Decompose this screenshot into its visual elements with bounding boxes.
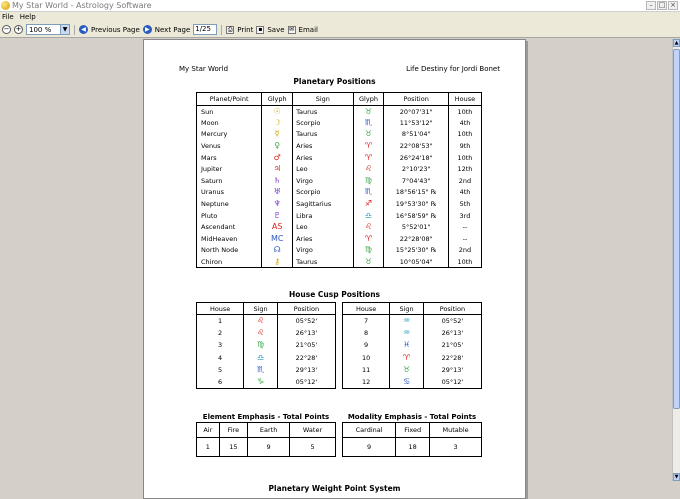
table-row bbox=[343, 376, 482, 388]
planet-sign: Aries bbox=[293, 140, 353, 152]
table-row bbox=[197, 327, 336, 339]
house-number: 3 bbox=[197, 339, 244, 351]
planet-house: 2nd bbox=[448, 245, 481, 257]
planet-sign: Aries bbox=[293, 233, 353, 245]
planet-position: 10°05'04" bbox=[384, 256, 449, 268]
planet-house: 10th bbox=[448, 106, 481, 118]
house-cusp-table-right bbox=[342, 302, 482, 389]
header-left: My Star World bbox=[179, 65, 229, 73]
table-row bbox=[197, 140, 482, 152]
planet-name: Saturn bbox=[197, 175, 262, 187]
planet-sign: Taurus bbox=[293, 129, 353, 141]
table-row bbox=[197, 187, 482, 199]
house-number: 5 bbox=[197, 364, 244, 376]
element-emphasis-table bbox=[196, 422, 336, 457]
modality-header-cell: Cardinal bbox=[343, 423, 396, 438]
element-header-cell: Air bbox=[197, 423, 220, 438]
menu-bar bbox=[0, 12, 680, 22]
planet-house: 12th bbox=[448, 163, 481, 175]
planet-house: 10th bbox=[448, 129, 481, 141]
sign-glyph-icon: ♎ bbox=[244, 351, 278, 363]
planet-house: 9th bbox=[448, 140, 481, 152]
toolbar bbox=[0, 22, 680, 38]
sign-glyph-icon: ♈ bbox=[353, 233, 384, 245]
report-page bbox=[143, 39, 526, 499]
table-row bbox=[197, 245, 482, 257]
house-header-cell: Position bbox=[423, 303, 481, 315]
table-row bbox=[197, 129, 482, 141]
planet-position: 16°58'59" ℞ bbox=[384, 210, 449, 222]
modality-emphasis-title: Modality Emphasis - Total Points bbox=[347, 413, 477, 421]
menu-help[interactable]: Help bbox=[19, 13, 36, 21]
zoom-value: 100 % bbox=[29, 25, 52, 34]
sign-glyph-icon: ♉ bbox=[390, 364, 424, 376]
planet-name: Mars bbox=[197, 152, 262, 164]
planet-house: 3rd bbox=[448, 210, 481, 222]
planet-header-cell: Sign bbox=[293, 93, 353, 106]
planet-name: Sun bbox=[197, 106, 262, 118]
modality-value-cell: 9 bbox=[343, 438, 396, 457]
house-position: 26°13' bbox=[423, 327, 481, 339]
modality-header-cell: Fixed bbox=[396, 423, 430, 438]
planet-name: Chiron bbox=[197, 256, 262, 268]
table-row bbox=[197, 198, 482, 210]
element-emphasis-title: Element Emphasis - Total Points bbox=[202, 413, 330, 421]
planet-name: Neptune bbox=[197, 198, 262, 210]
sign-glyph-icon: ♈ bbox=[353, 152, 384, 164]
planet-position: 20°07'31" bbox=[384, 106, 449, 118]
house-position: 21°05' bbox=[423, 339, 481, 351]
house-position: 05°52' bbox=[423, 315, 481, 327]
table-row bbox=[343, 327, 482, 339]
table-row bbox=[197, 351, 336, 363]
planet-glyph-icon: ♂ bbox=[262, 152, 293, 164]
app-logo-icon bbox=[1, 1, 10, 10]
planet-glyph-icon: MC bbox=[262, 233, 293, 245]
planet-name: Pluto bbox=[197, 210, 262, 222]
next-page-icon[interactable]: ▶ bbox=[143, 25, 152, 34]
sign-glyph-icon: ♓ bbox=[390, 339, 424, 351]
table-row bbox=[197, 233, 482, 245]
element-value-cell: 15 bbox=[219, 438, 248, 457]
table-row bbox=[343, 315, 482, 327]
vertical-scrollbar[interactable] bbox=[672, 39, 680, 481]
sign-glyph-icon: ♉ bbox=[353, 256, 384, 268]
element-header-cell: Fire bbox=[219, 423, 248, 438]
planet-sign: Scorpio bbox=[293, 187, 353, 199]
planet-glyph-icon: AS bbox=[262, 221, 293, 233]
sign-glyph-icon: ♍ bbox=[353, 245, 384, 257]
sign-glyph-icon: ♏ bbox=[353, 187, 384, 199]
planet-house: -- bbox=[448, 233, 481, 245]
planet-name: Mercury bbox=[197, 129, 262, 141]
email-icon[interactable]: ✉ bbox=[289, 25, 295, 33]
planet-glyph-icon: ☽ bbox=[262, 117, 293, 129]
house-position: 05°12' bbox=[277, 376, 335, 388]
sign-glyph-icon: ♏ bbox=[353, 117, 384, 129]
house-number: 12 bbox=[343, 376, 390, 388]
planet-house: 2nd bbox=[448, 175, 481, 187]
table-row bbox=[343, 364, 482, 376]
house-position: 29°13' bbox=[277, 364, 335, 376]
previous-page-button[interactable]: Previous Page bbox=[91, 25, 140, 34]
modality-value-cell: 3 bbox=[430, 438, 482, 457]
planet-house: 4th bbox=[448, 117, 481, 129]
zoom-out-icon[interactable]: − bbox=[3, 25, 10, 33]
planet-header-cell: Glyph bbox=[353, 93, 384, 106]
sign-glyph-icon: ♌ bbox=[353, 163, 384, 175]
planet-position: 15°25'30" ℞ bbox=[384, 245, 449, 257]
planet-name: Ascendant bbox=[197, 221, 262, 233]
planet-sign: Leo bbox=[293, 163, 353, 175]
page-number-input[interactable]: 1/25 bbox=[193, 24, 217, 35]
element-header-cell: Water bbox=[290, 423, 336, 438]
planet-house: 5th bbox=[448, 198, 481, 210]
planet-header-cell: Position bbox=[384, 93, 449, 106]
planet-glyph-icon: ♀ bbox=[262, 140, 293, 152]
title-bar bbox=[0, 0, 680, 12]
house-cusp-table-left bbox=[196, 302, 336, 389]
planet-sign: Leo bbox=[293, 221, 353, 233]
planet-position: 5°52'01" bbox=[384, 221, 449, 233]
house-position: 26°13' bbox=[277, 327, 335, 339]
planet-glyph-icon: ♇ bbox=[262, 210, 293, 222]
house-position: 05°12' bbox=[423, 376, 481, 388]
sign-glyph-icon: ♒ bbox=[390, 315, 424, 327]
sign-glyph-icon: ♈ bbox=[390, 351, 424, 363]
element-header-cell: Earth bbox=[248, 423, 290, 438]
email-button[interactable]: Email bbox=[298, 25, 318, 34]
table-row bbox=[197, 376, 336, 388]
house-header-cell: Sign bbox=[244, 303, 278, 315]
planet-glyph-icon: ⚷ bbox=[262, 256, 293, 268]
house-number: 9 bbox=[343, 339, 390, 351]
modality-value-cell: 18 bbox=[396, 438, 430, 457]
planet-name: MidHeaven bbox=[197, 233, 262, 245]
planet-position: 8°51'04" bbox=[384, 129, 449, 141]
sign-glyph-icon: ♍ bbox=[244, 339, 278, 351]
house-number: 8 bbox=[343, 327, 390, 339]
modality-emphasis-table bbox=[342, 422, 482, 457]
table-row bbox=[197, 106, 482, 118]
scrollbar-thumb[interactable] bbox=[673, 49, 680, 409]
house-number: 7 bbox=[343, 315, 390, 327]
sign-glyph-icon: ♌ bbox=[353, 221, 384, 233]
zoom-in-icon[interactable]: + bbox=[15, 25, 22, 33]
maximize-icon[interactable]: □ bbox=[658, 1, 666, 9]
house-number: 4 bbox=[197, 351, 244, 363]
element-value-cell: 1 bbox=[197, 438, 220, 457]
house-position: 29°13' bbox=[423, 364, 481, 376]
toolbar-separator bbox=[74, 25, 75, 35]
house-position: 22°28' bbox=[423, 351, 481, 363]
planet-sign: Scorpio bbox=[293, 117, 353, 129]
scroll-down-icon[interactable]: ▼ bbox=[674, 474, 679, 480]
planet-header-cell: Glyph bbox=[262, 93, 293, 106]
planet-name: Uranus bbox=[197, 187, 262, 199]
table-row bbox=[197, 152, 482, 164]
scroll-up-icon[interactable]: ▲ bbox=[674, 40, 679, 46]
table-row bbox=[197, 175, 482, 187]
planet-glyph-icon: ♆ bbox=[262, 198, 293, 210]
next-page-button[interactable]: Next Page bbox=[154, 25, 191, 34]
house-cusp-title: House Cusp Positions bbox=[288, 290, 380, 299]
planet-position: 22°28'08" bbox=[384, 233, 449, 245]
sign-glyph-icon: ♌ bbox=[244, 327, 278, 339]
sign-glyph-icon: ♋ bbox=[390, 376, 424, 388]
sign-glyph-icon: ♎ bbox=[353, 210, 384, 222]
planet-glyph-icon: ♄ bbox=[262, 175, 293, 187]
planet-position: 26°24'18" bbox=[384, 152, 449, 164]
planet-sign: Libra bbox=[293, 210, 353, 222]
close-icon[interactable]: × bbox=[668, 1, 678, 10]
house-number: 6 bbox=[197, 376, 244, 388]
header-right: Life Destiny for Jordi Bonet bbox=[406, 65, 500, 73]
planet-house: 10th bbox=[448, 152, 481, 164]
sign-glyph-icon: ♒ bbox=[390, 327, 424, 339]
planet-sign: Virgo bbox=[293, 245, 353, 257]
toolbar-separator bbox=[221, 25, 222, 35]
planet-header-cell: Planet/Point bbox=[197, 93, 262, 106]
planet-sign: Taurus bbox=[293, 106, 353, 118]
table-row bbox=[197, 364, 336, 376]
house-header-cell: Sign bbox=[390, 303, 424, 315]
table-row bbox=[197, 256, 482, 268]
house-number: 11 bbox=[343, 364, 390, 376]
planetary-positions-table bbox=[196, 92, 482, 268]
page-header bbox=[179, 65, 500, 73]
planet-position: 11°53'12" bbox=[384, 117, 449, 129]
minimize-icon[interactable]: – bbox=[646, 1, 656, 10]
document-viewport[interactable] bbox=[0, 39, 672, 493]
planetary-positions-title: Planetary Positions bbox=[293, 77, 376, 86]
planet-house: 4th bbox=[448, 187, 481, 199]
sign-glyph-icon: ♍ bbox=[353, 175, 384, 187]
house-header-cell: House bbox=[197, 303, 244, 315]
planet-name: North Node bbox=[197, 245, 262, 257]
element-value-cell: 5 bbox=[290, 438, 336, 457]
table-row bbox=[197, 210, 482, 222]
planet-house: 10th bbox=[448, 256, 481, 268]
table-row bbox=[197, 163, 482, 175]
planet-glyph-icon: ♃ bbox=[262, 163, 293, 175]
planet-glyph-icon: ☉ bbox=[262, 106, 293, 118]
house-number: 2 bbox=[197, 327, 244, 339]
house-number: 1 bbox=[197, 315, 244, 327]
planet-glyph-icon: ☊ bbox=[262, 245, 293, 257]
sign-glyph-icon: ♌ bbox=[244, 315, 278, 327]
table-row bbox=[197, 315, 336, 327]
sign-glyph-icon: ♏ bbox=[244, 364, 278, 376]
house-position: 05°52' bbox=[277, 315, 335, 327]
sign-glyph-icon: ♈ bbox=[353, 140, 384, 152]
house-position: 21°05' bbox=[277, 339, 335, 351]
table-row bbox=[343, 339, 482, 351]
zoom-select[interactable] bbox=[26, 24, 70, 35]
table-row bbox=[197, 221, 482, 233]
print-icon[interactable]: ⎙ bbox=[227, 25, 233, 33]
planet-header-cell: House bbox=[448, 93, 481, 106]
house-header-cell: House bbox=[343, 303, 390, 315]
element-value-cell: 9 bbox=[248, 438, 290, 457]
planet-glyph-icon: ☿ bbox=[262, 129, 293, 141]
planet-name: Jupiter bbox=[197, 163, 262, 175]
planet-position: 22°08'53" bbox=[384, 140, 449, 152]
menu-file[interactable]: File bbox=[2, 13, 14, 21]
planet-sign: Sagittarius bbox=[293, 198, 353, 210]
planet-sign: Taurus bbox=[293, 256, 353, 268]
sign-glyph-icon: ♉ bbox=[353, 129, 384, 141]
planetary-weight-title: Planetary Weight Point System bbox=[268, 484, 401, 493]
save-icon[interactable]: ▪ bbox=[258, 25, 263, 33]
planet-position: 2°10'23" bbox=[384, 163, 449, 175]
print-button[interactable]: Print bbox=[237, 25, 254, 34]
table-row bbox=[197, 339, 336, 351]
table-row bbox=[197, 117, 482, 129]
planet-house: -- bbox=[448, 221, 481, 233]
window-title: My Star World - Astrology Software bbox=[12, 1, 152, 10]
house-number: 10 bbox=[343, 351, 390, 363]
planet-position: 19°53'30" ℞ bbox=[384, 198, 449, 210]
chevron-down-icon: ▼ bbox=[60, 25, 69, 34]
sign-glyph-icon: ♑ bbox=[244, 376, 278, 388]
planet-name: Venus bbox=[197, 140, 262, 152]
house-header-cell: Position bbox=[277, 303, 335, 315]
planet-name: Moon bbox=[197, 117, 262, 129]
house-position: 22°28' bbox=[277, 351, 335, 363]
planet-sign: Aries bbox=[293, 152, 353, 164]
sign-glyph-icon: ♐ bbox=[353, 198, 384, 210]
save-button[interactable]: Save bbox=[267, 25, 285, 34]
planet-glyph-icon: ♅ bbox=[262, 187, 293, 199]
planet-position: 18°56'15" ℞ bbox=[384, 187, 449, 199]
sign-glyph-icon: ♉ bbox=[353, 106, 384, 118]
planet-sign: Virgo bbox=[293, 175, 353, 187]
planet-position: 7°04'43" bbox=[384, 175, 449, 187]
previous-page-icon[interactable]: ◀ bbox=[79, 25, 88, 34]
table-row bbox=[343, 351, 482, 363]
modality-header-cell: Mutable bbox=[430, 423, 482, 438]
